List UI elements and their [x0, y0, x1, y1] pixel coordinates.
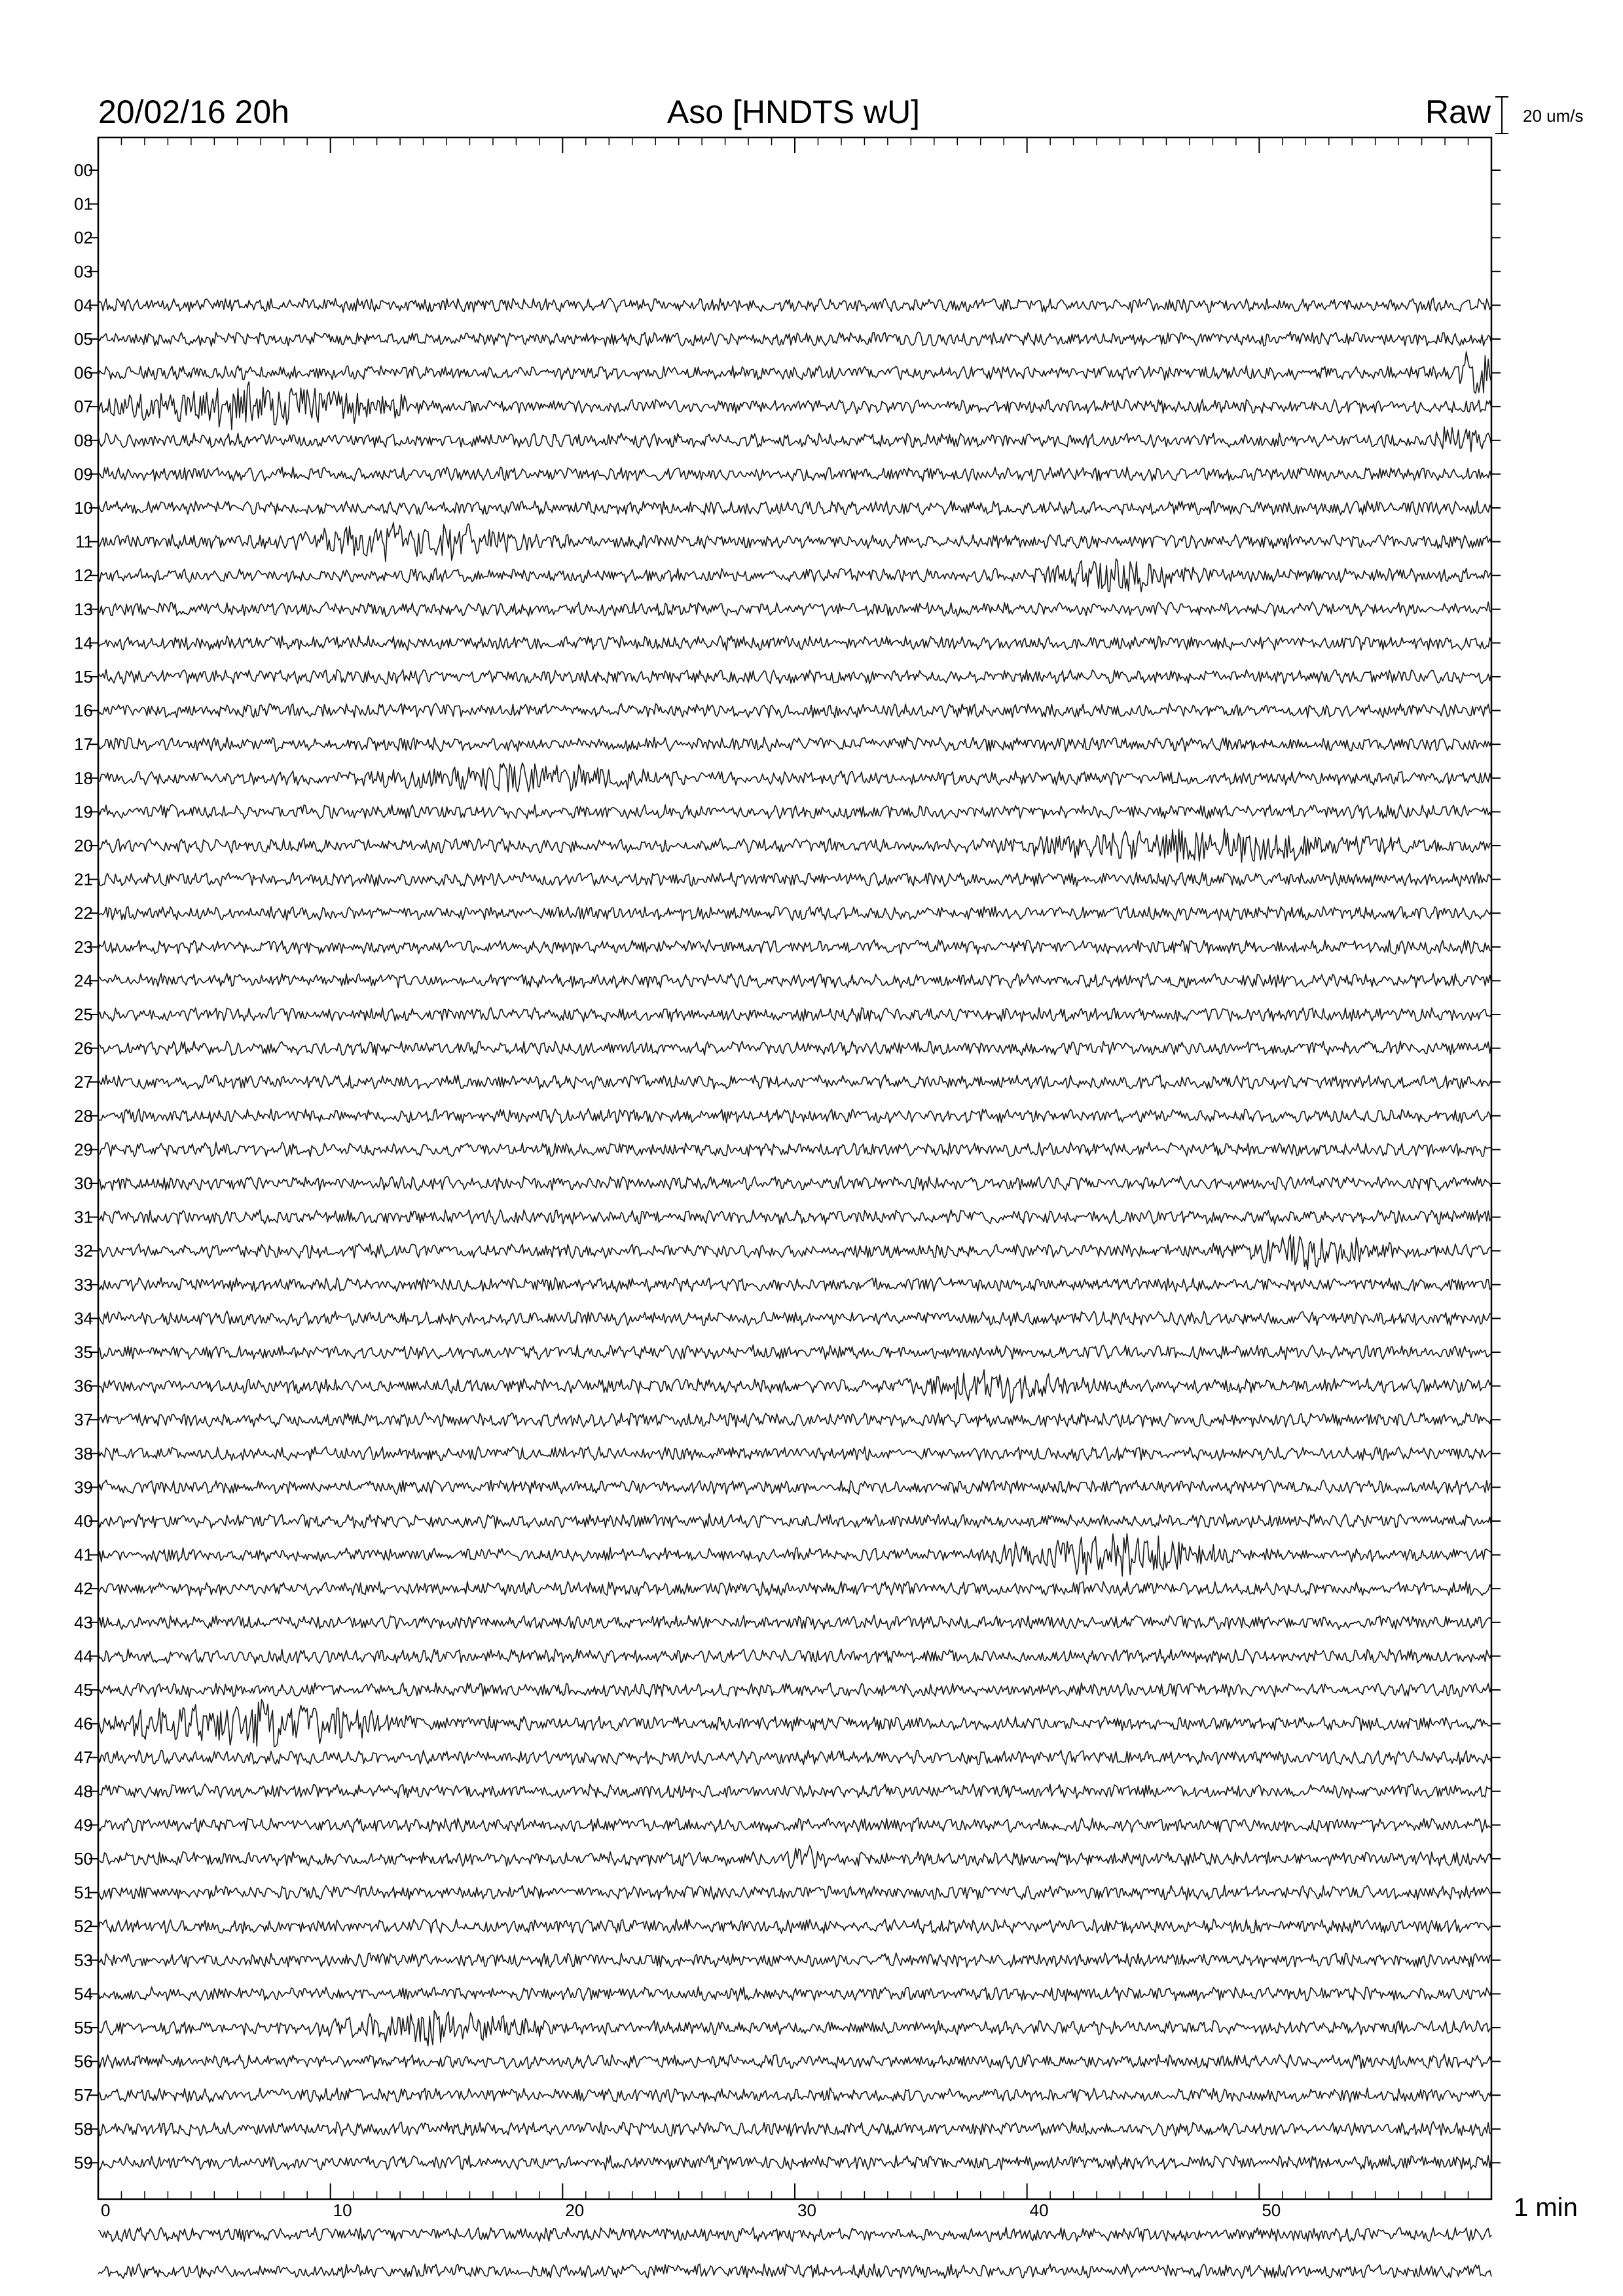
row-label-05: 05	[74, 329, 93, 349]
row-label-37: 37	[74, 1410, 93, 1430]
trace-row-35	[98, 1345, 1491, 1359]
row-label-32: 32	[74, 1241, 93, 1261]
trace-row-28	[98, 1109, 1491, 1123]
row-label-46: 46	[74, 1713, 93, 1734]
row-label-22: 22	[74, 903, 93, 924]
trace-row-55	[98, 2011, 1491, 2046]
x-tick-label-20: 20	[565, 2200, 585, 2220]
trace-row-56	[98, 2054, 1491, 2068]
row-label-06: 06	[74, 363, 93, 383]
trace-row-51	[98, 1886, 1491, 1900]
trace-row-19	[98, 804, 1491, 819]
trace-row-18	[98, 763, 1491, 792]
row-label-23: 23	[74, 937, 93, 957]
trace-row-31	[98, 1210, 1491, 1224]
trace-row-06	[98, 351, 1491, 393]
trace-row-53	[98, 1953, 1491, 1967]
trace-row-39	[98, 1480, 1491, 1494]
row-label-40: 40	[74, 1511, 93, 1531]
row-label-11: 11	[75, 531, 93, 552]
trace-row-23	[98, 940, 1491, 954]
row-label-21: 21	[74, 869, 93, 889]
trace-row-11	[98, 522, 1491, 562]
trace-row-16	[98, 704, 1491, 718]
overflow-trace-2	[98, 2264, 1491, 2278]
row-label-09: 09	[74, 464, 93, 484]
row-label-48: 48	[74, 1781, 93, 1801]
trace-row-17	[98, 737, 1491, 751]
row-label-16: 16	[74, 700, 93, 721]
row-label-55: 55	[74, 2018, 93, 2037]
row-label-44: 44	[74, 1646, 93, 1666]
trace-row-26	[98, 1041, 1491, 1056]
row-label-31: 31	[74, 1207, 93, 1227]
row-label-59: 59	[74, 2153, 93, 2173]
row-label-15: 15	[74, 667, 93, 687]
row-label-19: 19	[74, 802, 93, 822]
trace-row-57	[98, 2088, 1491, 2102]
overflow-trace-1	[98, 2227, 1491, 2242]
plot-frame	[98, 137, 1491, 2199]
trace-row-27	[98, 1075, 1491, 1089]
row-label-41: 41	[74, 1545, 93, 1565]
row-label-04: 04	[74, 295, 93, 315]
trace-row-32	[98, 1234, 1491, 1269]
row-label-57: 57	[74, 2085, 93, 2106]
trace-row-42	[98, 1581, 1491, 1596]
trace-row-37	[98, 1412, 1491, 1427]
station-title: Aso [HNDTS wU]	[666, 94, 921, 130]
row-label-30: 30	[74, 1174, 93, 1193]
row-label-36: 36	[74, 1376, 93, 1396]
trace-row-49	[98, 1818, 1491, 1832]
trace-row-04	[98, 298, 1491, 312]
row-label-01: 01	[74, 194, 93, 214]
trace-row-09	[98, 467, 1491, 481]
trace-row-29	[98, 1142, 1491, 1157]
trace-row-05	[98, 332, 1491, 346]
row-label-53: 53	[74, 1950, 93, 1970]
row-label-12: 12	[74, 565, 93, 586]
trace-row-13	[98, 602, 1491, 617]
row-label-00: 00	[74, 160, 93, 180]
trace-row-20	[98, 829, 1491, 863]
row-label-13: 13	[74, 599, 93, 619]
row-label-20: 20	[74, 836, 93, 855]
trace-row-22	[98, 906, 1491, 921]
trace-row-45	[98, 1683, 1491, 1697]
x-tick-label-10: 10	[333, 2200, 352, 2220]
row-label-35: 35	[74, 1342, 93, 1362]
trace-row-41	[98, 1534, 1491, 1576]
trace-row-15	[98, 670, 1491, 684]
trace-row-38	[98, 1446, 1491, 1461]
row-label-54: 54	[74, 1984, 93, 2004]
row-label-10: 10	[74, 498, 93, 518]
row-label-18: 18	[74, 768, 93, 788]
row-label-24: 24	[74, 971, 93, 991]
trace-row-24	[98, 973, 1491, 988]
trace-row-30	[98, 1176, 1491, 1191]
trace-row-48	[98, 1784, 1491, 1799]
mode-label: Raw	[1425, 94, 1491, 130]
trace-row-36	[98, 1370, 1491, 1403]
trace-row-12	[98, 559, 1491, 592]
row-label-29: 29	[74, 1139, 93, 1160]
trace-row-21	[98, 872, 1491, 887]
row-label-49: 49	[74, 1815, 93, 1835]
row-label-50: 50	[74, 1849, 93, 1869]
trace-row-50	[98, 1846, 1491, 1869]
trace-row-25	[98, 1007, 1491, 1022]
row-label-39: 39	[74, 1477, 93, 1498]
trace-row-47	[98, 1750, 1491, 1765]
trace-row-07	[98, 382, 1491, 429]
row-label-51: 51	[74, 1882, 93, 1903]
x-axis-unit-label: 1 min	[1514, 2193, 1578, 2222]
row-label-52: 52	[74, 1916, 93, 1937]
amplitude-scale-bar	[1495, 97, 1508, 134]
row-label-02: 02	[74, 228, 93, 248]
trace-row-54	[98, 1987, 1491, 2001]
row-label-38: 38	[74, 1443, 93, 1463]
trace-row-59	[98, 2155, 1491, 2170]
trace-row-33	[98, 1278, 1491, 1292]
row-label-42: 42	[74, 1579, 93, 1599]
row-label-43: 43	[74, 1612, 93, 1632]
datetime-label: 20/02/16 20h	[98, 94, 289, 130]
row-label-28: 28	[74, 1105, 93, 1126]
x-tick-label-30: 30	[797, 2200, 816, 2220]
trace-row-08	[98, 427, 1491, 452]
trace-row-46	[98, 1700, 1491, 1747]
row-label-26: 26	[74, 1038, 93, 1058]
row-label-14: 14	[74, 633, 93, 653]
row-label-03: 03	[74, 261, 93, 281]
trace-row-58	[98, 2122, 1491, 2136]
row-label-58: 58	[74, 2119, 93, 2139]
trace-row-40	[98, 1514, 1491, 1528]
row-label-47: 47	[74, 1748, 93, 1768]
row-label-33: 33	[74, 1274, 93, 1295]
amplitude-scale-label: 20 um/s	[1523, 106, 1584, 126]
trace-row-14	[98, 636, 1491, 650]
trace-row-43	[98, 1615, 1491, 1630]
trace-row-34	[98, 1311, 1491, 1325]
trace-row-52	[98, 1919, 1491, 1933]
row-label-25: 25	[74, 1005, 93, 1024]
row-label-17: 17	[74, 734, 93, 755]
row-label-56: 56	[74, 2051, 93, 2072]
x-tick-label-40: 40	[1029, 2200, 1049, 2220]
x-tick-label-0: 0	[101, 2200, 111, 2220]
row-label-34: 34	[74, 1308, 93, 1329]
row-label-27: 27	[74, 1072, 93, 1092]
trace-row-10	[98, 501, 1491, 515]
trace-row-44	[98, 1649, 1491, 1663]
row-label-07: 07	[74, 397, 93, 417]
row-label-08: 08	[74, 430, 93, 450]
x-tick-label-50: 50	[1262, 2200, 1281, 2220]
row-label-45: 45	[74, 1680, 93, 1700]
